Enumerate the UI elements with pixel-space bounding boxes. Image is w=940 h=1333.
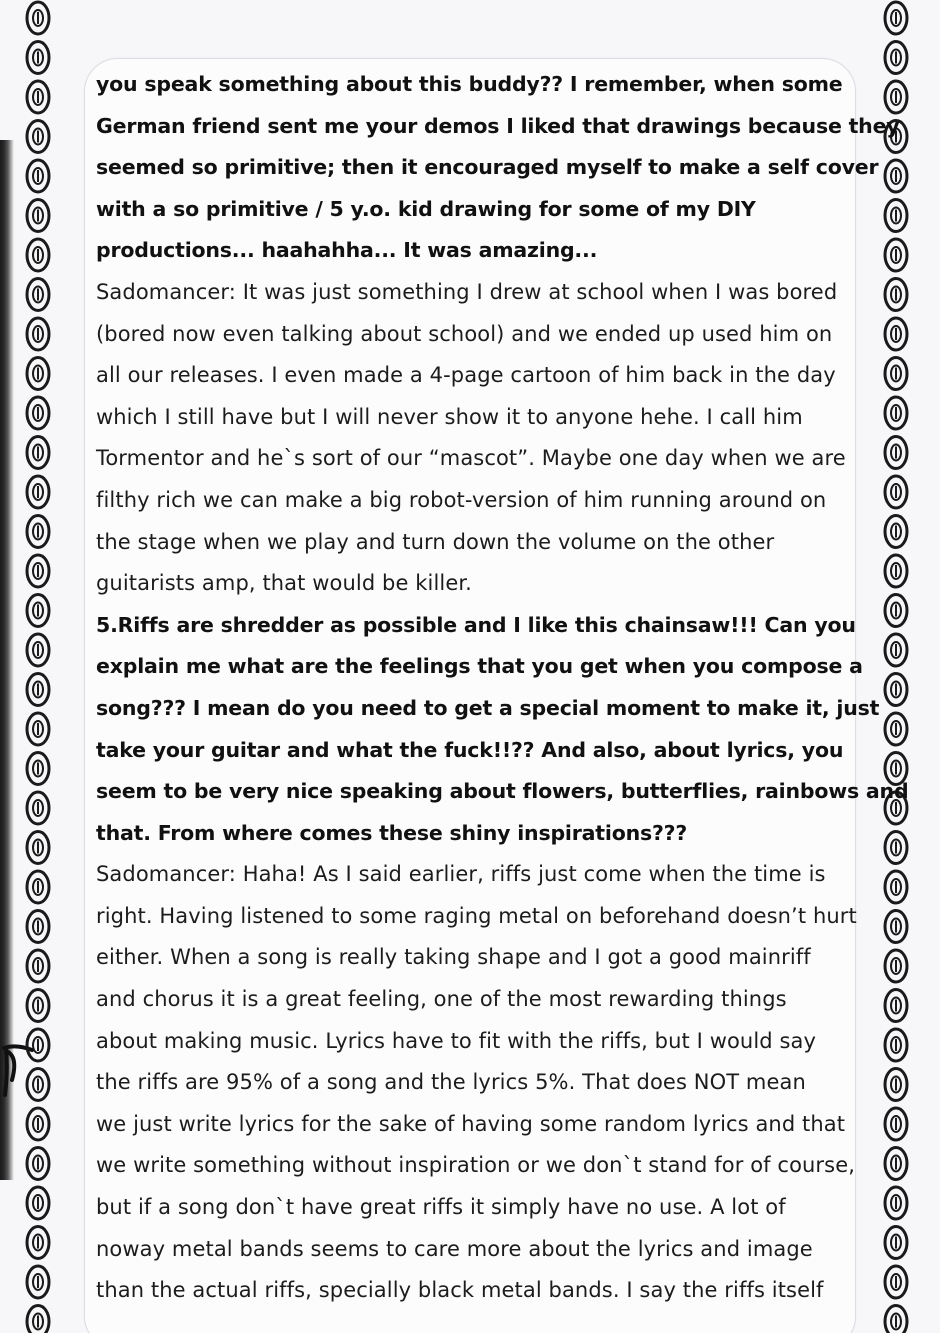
question-line: explain me what are the feelings that you get when you compose a	[96, 654, 863, 679]
question-line: you speak something about this buddy?? I remember, when some	[96, 72, 843, 96]
answer-line: than the actual riffs, specially black metal bands. I say the riffs itself	[96, 1278, 824, 1303]
question-line: seem to be very nice speaking about flowers, butterflies, rainbows and	[96, 779, 909, 804]
chain-link-icon	[27, 318, 49, 350]
chain-link-icon	[885, 1306, 907, 1333]
chain-link-icon	[885, 1266, 907, 1298]
chain-link-icon	[27, 950, 49, 982]
chain-link-icon	[27, 792, 49, 824]
interview-text	[96, 64, 909, 1312]
chain-link-icon	[27, 1187, 49, 1219]
chain-link-icon	[885, 437, 907, 469]
chain-link-icon	[885, 397, 907, 429]
chain-link-icon	[27, 555, 49, 587]
chain-link-icon	[27, 871, 49, 903]
question-line: with a so primitive / 5 y.o. kid drawing for some of my DIY	[96, 196, 756, 221]
chain-link-icon	[885, 674, 907, 706]
chain-link-icon	[885, 1187, 907, 1219]
question-line: song??? I mean do you need to get a special moment to make it, just	[96, 695, 880, 720]
chain-link-icon	[27, 239, 49, 271]
chain-link-icon	[27, 160, 49, 192]
chain-link-icon	[27, 1306, 49, 1333]
chain-link-icon	[27, 990, 49, 1022]
chain-link-icon	[27, 81, 49, 113]
chain-link-icon	[27, 1069, 49, 1101]
left-chain-border	[18, 0, 58, 1333]
answer-line: which I still have but I will never show it to anyone hehe. I call him	[96, 404, 803, 429]
chain-link-icon	[885, 516, 907, 548]
right-chain-border	[876, 0, 916, 1333]
chain-link-icon	[885, 713, 907, 745]
answer-line: the stage when we play and turn down the volume on the other	[96, 529, 775, 554]
answer-line: the riffs are 95% of a song and the lyrics 5%. That does NOT mean	[96, 1070, 806, 1095]
answer-line: Tormentor and he`s sort of our “mascot”. Maybe one day when we are	[96, 446, 846, 471]
chain-link-icon	[27, 911, 49, 943]
answer-line: either. When a song is really taking shape and I got a good mainriff	[96, 945, 811, 970]
chain-link-icon	[885, 318, 907, 350]
chain-link-icon	[27, 713, 49, 745]
chain-link-icon	[885, 358, 907, 390]
chain-link-icon	[885, 1108, 907, 1140]
chain-link-icon	[885, 81, 907, 113]
chain-link-icon	[885, 871, 907, 903]
answer-line: right. Having listened to some raging metal on beforehand doesn’t hurt	[96, 903, 857, 928]
answer-line: about making music. Lyrics have to fit with the riffs, but I would say	[96, 1028, 817, 1053]
chain-link-icon	[885, 911, 907, 943]
chain-link-icon	[27, 1108, 49, 1140]
chain-link-icon	[27, 476, 49, 508]
binding-edge	[0, 140, 14, 1180]
chain-link-icon	[27, 279, 49, 311]
chain-link-icon	[885, 1029, 907, 1061]
answer-line: we just write lyrics for the sake of having some random lyrics and that	[96, 1111, 846, 1136]
chain-link-icon	[27, 437, 49, 469]
chain-link-icon	[27, 753, 49, 785]
chain-link-icon	[885, 2, 907, 34]
question-line: that. From where comes these shiny inspirations???	[96, 820, 688, 845]
chain-link-icon	[27, 595, 49, 627]
chain-link-icon	[885, 1148, 907, 1180]
answer-line: (bored now even talking about school) and we ended up used him on	[96, 321, 833, 346]
chain-link-icon	[27, 634, 49, 666]
chain-link-icon	[885, 634, 907, 666]
question-line: seemed so primitive; then it encouraged myself to make a self cover	[96, 155, 879, 180]
question-line: productions... haahahha... It was amazing...	[96, 238, 598, 263]
chain-link-icon	[885, 595, 907, 627]
answer-line: but if a song don`t have great riffs it simply have no use. A lot of	[96, 1195, 786, 1220]
answer-line: filthy rich we can make a big robot-version of him running around on	[96, 487, 827, 512]
answer-line: Sadomancer: Haha! As I said earlier, riffs just come when the time is	[96, 862, 826, 887]
chain-link-icon	[27, 397, 49, 429]
chain-link-icon	[27, 1148, 49, 1180]
chain-link-icon	[885, 160, 907, 192]
chain-link-icon	[885, 990, 907, 1022]
chain-link-icon	[27, 516, 49, 548]
chain-link-icon	[885, 239, 907, 271]
chain-link-icon	[27, 358, 49, 390]
answer-line: all our releases. I even made a 4-page cartoon of him back in the day	[96, 363, 836, 388]
chain-link-icon	[27, 674, 49, 706]
chain-link-icon	[27, 832, 49, 864]
answer-line: noway metal bands seems to care more about the lyrics and image	[96, 1236, 813, 1261]
chain-link-icon	[27, 2, 49, 34]
chain-link-icon	[885, 42, 907, 74]
chain-link-icon	[27, 42, 49, 74]
chain-link-icon	[885, 555, 907, 587]
answer-line: Sadomancer: It was just something I drew at school when I was bored	[96, 279, 838, 304]
chain-link-icon	[885, 200, 907, 232]
chain-link-icon	[885, 950, 907, 982]
answer-line: guitarists amp, that would be killer.	[96, 571, 472, 596]
answer-line: and chorus it is a great feeling, one of the most rewarding things	[96, 987, 787, 1012]
chain-link-icon	[885, 279, 907, 311]
chain-link-icon	[885, 1069, 907, 1101]
chain-link-icon	[885, 1227, 907, 1259]
chain-link-icon	[27, 121, 49, 153]
chain-link-icon	[27, 1029, 49, 1061]
chain-link-icon	[27, 200, 49, 232]
chain-link-icon	[27, 1266, 49, 1298]
question-line: 5.Riffs are shredder as possible and I like this chainsaw!!! Can you	[96, 612, 856, 637]
question-line: take your guitar and what the fuck!!?? And also, about lyrics, you	[96, 737, 844, 762]
question-line: German friend sent me your demos I liked that drawings because they	[96, 113, 900, 138]
chain-link-icon	[885, 832, 907, 864]
answer-line: we write something without inspiration or we don`t stand for of course,	[96, 1153, 855, 1178]
chain-link-icon	[885, 476, 907, 508]
chain-link-icon	[27, 1227, 49, 1259]
